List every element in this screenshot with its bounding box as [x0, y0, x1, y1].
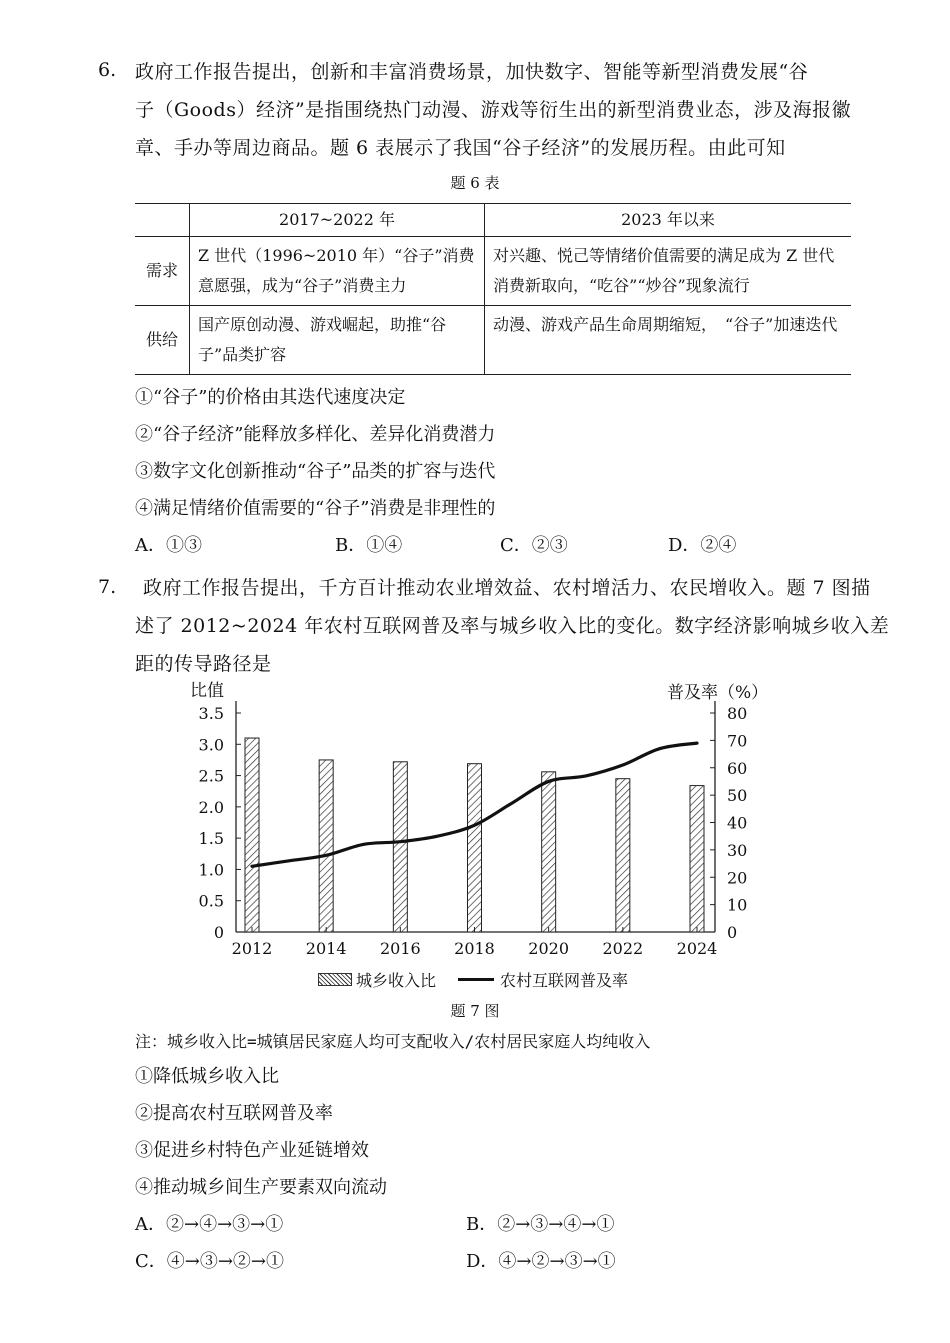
question-6-number: 6.	[98, 59, 117, 81]
q6-choice-d[interactable]: D．②④	[668, 535, 737, 556]
table-row-label-demand: 需求	[135, 237, 190, 306]
chart-legend	[318, 968, 628, 991]
bar-income-ratio	[542, 772, 556, 932]
y-left-tick-label: 2.0	[198, 797, 224, 817]
x-tick-label: 2024	[676, 939, 718, 958]
table-cell-supply-2023: 动漫、游戏产品生命周期缩短， “谷子”加速迭代	[485, 306, 852, 375]
x-tick-label: 2012	[231, 939, 273, 958]
y-left-tick-label: 0	[213, 923, 224, 942]
y-right-tick-label: 10	[727, 895, 748, 915]
y-right-tick-label: 30	[727, 840, 748, 860]
q7-choice-d[interactable]: D．④→②→③→①	[466, 1251, 616, 1272]
q6-choice-a[interactable]: A．①③	[135, 535, 202, 556]
q6-statement-4: ④满足情绪价值需要的“谷子”消费是非理性的	[135, 498, 496, 519]
x-tick-label: 2022	[602, 939, 644, 958]
y-left-tick-label: 1.0	[198, 860, 224, 880]
question-6-line-1: 政府工作报告提出，创新和丰富消费场景，加快数字、智能等新型消费发展“谷	[135, 61, 809, 83]
y-right-axis-label: 普及率（%）	[667, 683, 769, 703]
q6-statement-1: ①“谷子”的价格由其迭代速度决定	[135, 387, 406, 408]
x-tick-label: 2020	[528, 939, 570, 958]
bar-income-ratio	[616, 779, 630, 932]
y-left-tick-label: 3.5	[198, 704, 224, 723]
table-6-caption: 题 6 表	[450, 174, 500, 192]
y-left-tick-label: 1.5	[198, 829, 224, 849]
q6-statement-3: ③数字文化创新推动“谷子”品类的扩容与迭代	[135, 461, 496, 482]
bar-income-ratio	[468, 764, 482, 932]
table-corner-cell	[135, 204, 190, 237]
figure-7-chart	[180, 672, 780, 997]
bar-income-ratio	[319, 760, 333, 932]
y-left-tick-label: 3.0	[198, 735, 224, 755]
y-left-tick-label: 0.5	[198, 891, 224, 911]
x-tick-label: 2018	[454, 939, 495, 958]
question-6-line-3: 章、手办等周边商品。题 6 表展示了我国“谷子经济”的发展历程。由此可知	[135, 137, 786, 159]
q7-statement-2: ②提高农村互联网普及率	[135, 1103, 333, 1124]
q6-choice-b[interactable]: B．①④	[335, 535, 403, 556]
legend-bar-swatch	[318, 973, 352, 986]
question-7-number: 7.	[98, 576, 117, 598]
x-tick-label: 2016	[379, 939, 421, 958]
y-left-tick-label: 2.5	[198, 766, 224, 786]
bar-income-ratio	[690, 786, 704, 932]
q7-choice-c[interactable]: C．④→③→②→①	[135, 1251, 285, 1272]
q7-choice-a[interactable]: A．②→④→③→①	[135, 1214, 284, 1235]
question-7-line-1: 政府工作报告提出，千方百计推动农业增效益、农村增活力、农民增收入。题 7 图描	[143, 577, 871, 599]
y-right-tick-label: 50	[727, 786, 748, 806]
question-7-line-2: 述了 2012~2024 年农村互联网普及率与城乡收入比的变化。数字经济影响城乡收入差	[135, 615, 890, 637]
table-cell-demand-2023: 对兴趣、悦己等情绪价值需要的满足成为 Z 世代消费新取向，“吃谷”“炒谷”现象流行	[485, 237, 852, 306]
table-header-2023: 2023 年以来	[485, 204, 852, 237]
y-right-tick-label: 40	[727, 813, 748, 833]
y-right-tick-label: 80	[727, 704, 748, 723]
y-right-tick-label: 0	[727, 923, 738, 942]
q7-statement-4: ④推动城乡间生产要素双向流动	[135, 1177, 387, 1198]
table-6	[135, 203, 851, 375]
question-6-line-2: 子（Goods）经济”是指围绕热门动漫、游戏等衍生出的新型消费业态，涉及海报徽	[135, 99, 852, 121]
figure-7-caption: 题 7 图	[450, 1002, 500, 1020]
table-cell-demand-2017: Z 世代（1996~2010 年）“谷子”消费意愿强，成为“谷子”消费主力	[190, 237, 485, 306]
q7-choice-b[interactable]: B．②→③→④→①	[466, 1214, 615, 1235]
q7-statement-3: ③促进乡村特色产业延链增效	[135, 1140, 369, 1161]
table-row-label-supply: 供给	[135, 306, 190, 375]
legend-line-swatch	[458, 978, 494, 981]
bar-income-ratio	[245, 738, 259, 932]
question-7-line-3: 距的传导路径是	[135, 653, 272, 675]
figure-7-note: 注：城乡收入比=城镇居民家庭人均可支配收入/农村居民家庭人均纯收入	[135, 1032, 651, 1051]
legend-bar-label: 城乡收入比	[356, 971, 437, 990]
q6-choice-c[interactable]: C．②③	[500, 535, 568, 556]
table-cell-supply-2017: 国产原创动漫、游戏崛起，助推“谷子”品类扩容	[190, 306, 485, 375]
y-left-axis-label: 比值	[190, 681, 224, 701]
y-right-tick-label: 60	[727, 758, 748, 778]
bar-income-ratio	[393, 762, 407, 932]
table-header-2017-2022: 2017~2022 年	[190, 204, 485, 237]
q6-statement-2: ②“谷子经济”能释放多样化、差异化消费潜力	[135, 424, 496, 445]
legend-line-label: 农村互联网普及率	[500, 971, 629, 990]
y-right-tick-label: 70	[727, 731, 748, 751]
y-right-tick-label: 20	[727, 868, 748, 888]
x-tick-label: 2014	[305, 939, 347, 958]
q7-statement-1: ①降低城乡收入比	[135, 1066, 279, 1087]
